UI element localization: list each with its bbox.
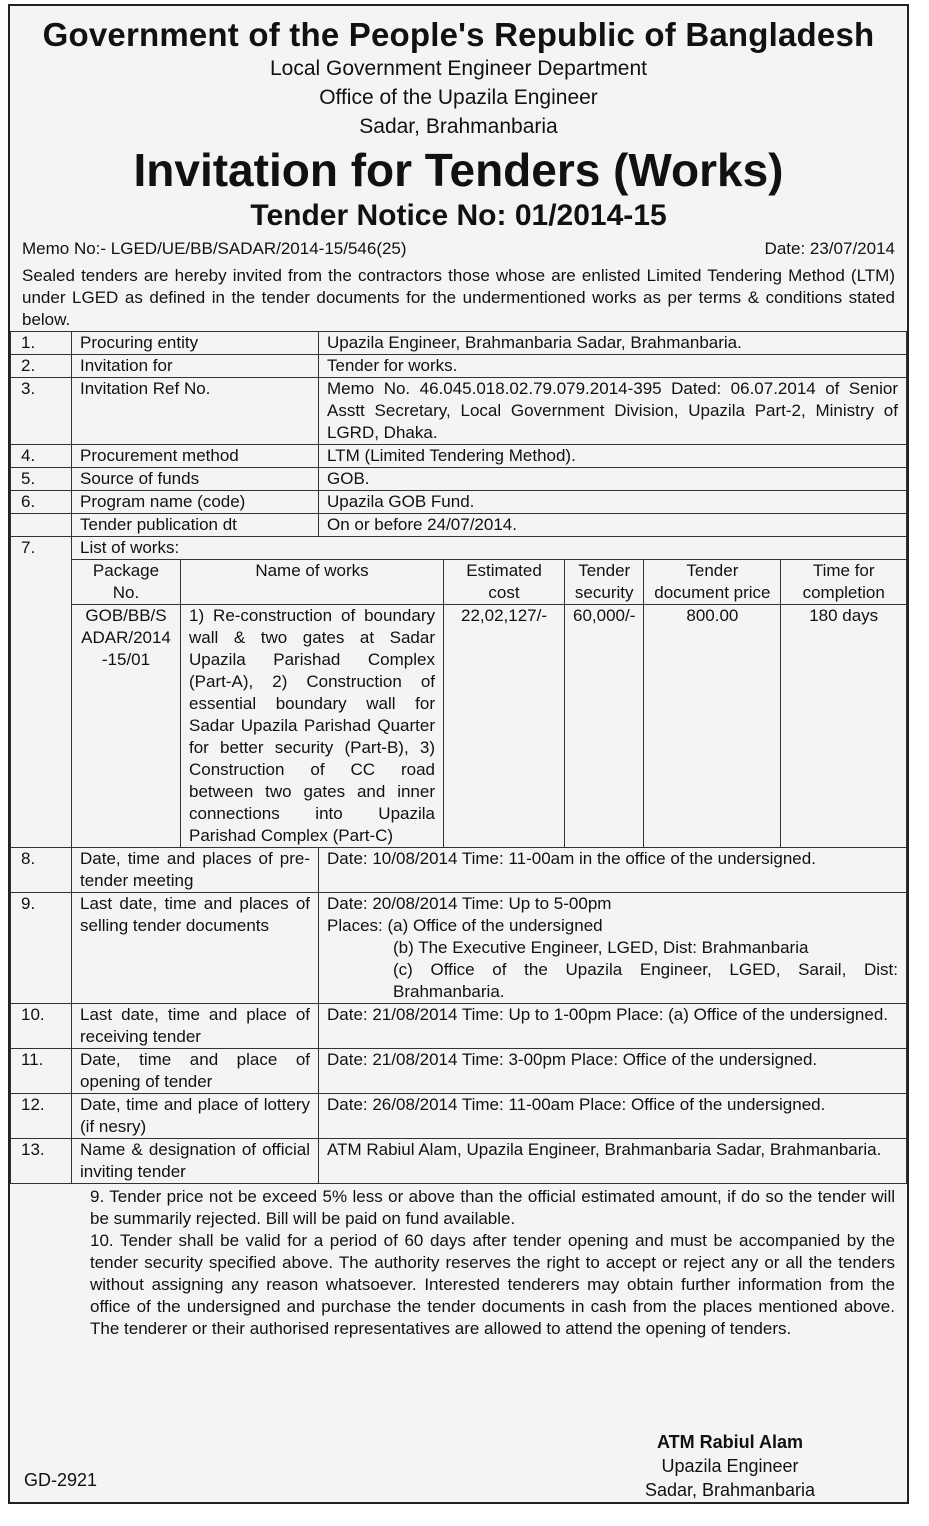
signature-block: [610, 1430, 850, 1502]
row-label: Tender publication dt: [72, 514, 319, 537]
row-number: 9.: [11, 893, 72, 1004]
row-value: Upazila Engineer, Brahmanbaria Sadar, Brahmanbaria.: [319, 332, 907, 355]
header-cost: Estimated cost: [444, 560, 565, 605]
memo-number: Memo No:- LGED/UE/BB/SADAR/2014-15/546(25): [22, 239, 407, 258]
row-number: 6.: [11, 491, 72, 514]
works-cell: [72, 537, 907, 848]
row-value: Memo No. 46.045.018.02.79.079.2014-395 Dated: 06.07.2014 of Senior Asstt Secretary, Local Government Division, Upazila Part-2, Ministry of LGRD, Dhaka.: [319, 378, 907, 445]
row-number: 4.: [11, 445, 72, 468]
memo-line: [10, 239, 907, 259]
row-label: Date, time and places of pre-tender meeting: [72, 848, 319, 893]
row-value: Date: 21/08/2014 Time: Up to 1-00pm Place: (a) Office of the undersigned.: [319, 1004, 907, 1049]
row-label: Last date, time and place of receiving tender: [72, 1004, 319, 1049]
table-row: [11, 1004, 907, 1049]
header-time: Time for completion: [781, 560, 906, 605]
notice-title: Invitation for Tenders (Works): [133, 144, 784, 196]
row-label: Invitation for: [72, 355, 319, 378]
works-label: List of works:: [80, 538, 180, 557]
selling-place-a: Places: (a) Office of the undersigned: [327, 916, 603, 935]
note-9: 9. Tender price not be exceed 5% less or above than the official estimated amount, if do so the tender will be summarily rejected. Bill will be paid on fund available.: [90, 1187, 895, 1228]
gd-code: GD-2921: [24, 1470, 98, 1490]
table-row: [11, 893, 907, 1004]
note-10: 10. Tender shall be valid for a period of 60 days after tender opening and must be accompanied by the tender security specified above. The authority reserves the right to accept or reject any or all the tenders without assigning any reason whatsoever. Interested tenderers may obtain further information from the office of the undersigned and purchase the tender documents in cash from the places mentioned above. The tenderer or their authorised representatives are allowed to attend the opening of tenders.: [90, 1231, 895, 1338]
tender-security: 60,000/-: [565, 605, 644, 848]
table-row: [11, 332, 907, 355]
table-row: [11, 848, 907, 893]
works-table: [72, 559, 906, 847]
header-name: Name of works: [181, 560, 444, 605]
row-number: 5.: [11, 468, 72, 491]
row-value: LTM (Limited Tendering Method).: [319, 445, 907, 468]
header-package: Package No.: [72, 560, 181, 605]
estimated-cost: 22,02,127/-: [444, 605, 565, 848]
row-number: 8.: [11, 848, 72, 893]
header-security: Tender security: [565, 560, 644, 605]
works-name: 1) Re-construction of boundary wall & two gates at Sadar Upazila Parishad Complex (Part-A), 2) Construction of essential boundary wall for Sadar Upazila Parishad Quarter for better security (Part-B), 3) Construction of CC road between two gates and inner connections into Upazila Parishad Complex (Part-C): [181, 605, 444, 848]
row-value: Date: 21/08/2014 Time: 3-00pm Place: Office of the undersigned.: [319, 1049, 907, 1094]
row-number: 11.: [11, 1049, 72, 1094]
header-price: Tender document price: [644, 560, 781, 605]
row-label: Procuring entity: [72, 332, 319, 355]
table-row: [11, 468, 907, 491]
row-label: Source of funds: [72, 468, 319, 491]
row-value: On or before 24/07/2014.: [319, 514, 907, 537]
tender-notice-number: Tender Notice No: 01/2014-15: [250, 199, 667, 232]
works-row: [11, 537, 907, 848]
works-item-row: [72, 605, 906, 848]
tender-details-table: [10, 331, 907, 1184]
row-value: Date: 26/08/2014 Time: 11-00am Place: Office of the undersigned.: [319, 1094, 907, 1139]
table-row: [11, 355, 907, 378]
table-row: [11, 378, 907, 445]
table-row: [11, 1094, 907, 1139]
row-value: Upazila GOB Fund.: [319, 491, 907, 514]
row-number: 12.: [11, 1094, 72, 1139]
department-name: Local Government Engineer Department: [269, 57, 648, 80]
row-number: 10.: [11, 1004, 72, 1049]
table-row: [11, 1049, 907, 1094]
row-label: Date, time and place of opening of tender: [72, 1049, 319, 1094]
row-number: 13.: [11, 1139, 72, 1184]
row-value: Tender for works.: [319, 355, 907, 378]
package-number: GOB/BB/SADAR/2014-15/01: [72, 605, 181, 848]
row-value: ATM Rabiul Alam, Upazila Engineer, Brahmanbaria Sadar, Brahmanbaria.: [319, 1139, 907, 1184]
row-label: Last date, time and places of selling tender documents: [72, 893, 319, 1004]
signatory-place: Sadar, Brahmanbaria: [644, 1480, 816, 1500]
signatory-title: Upazila Engineer: [661, 1456, 799, 1476]
document-price: 800.00: [644, 605, 781, 848]
completion-time: 180 days: [781, 605, 906, 848]
row-value: GOB.: [319, 468, 907, 491]
row-value: [319, 893, 907, 1004]
row-label: Program name (code): [72, 491, 319, 514]
row-label: Name & designation of official inviting tender: [72, 1139, 319, 1184]
row-number: 1.: [11, 332, 72, 355]
signatory-name: ATM Rabiul Alam: [656, 1432, 803, 1452]
table-row: [11, 1139, 907, 1184]
row-label: Invitation Ref No.: [72, 378, 319, 445]
intro-paragraph: Sealed tenders are hereby invited from the contractors those whose are enlisted Limited Tendering Method (LTM) under LGED as defined in the tender documents for the undermentioned works as per terms & conditions stated below.: [22, 266, 895, 329]
row-value: Date: 10/08/2014 Time: 11-00am in the office of the undersigned.: [319, 848, 907, 893]
row-number: 3.: [11, 378, 72, 445]
row-number: [11, 514, 72, 537]
selling-place-c: (c) Office of the Upazila Engineer, LGED, Sarail, Dist: Brahmanbaria.: [393, 960, 898, 1001]
office-name: Office of the Upazila Engineer: [319, 86, 598, 109]
row-label: Date, time and place of lottery (if nesry): [72, 1094, 319, 1139]
table-row: [11, 491, 907, 514]
row-number: 7.: [11, 537, 72, 848]
row-number: 2.: [11, 355, 72, 378]
selling-place-b: (b) The Executive Engineer, LGED, Dist: Brahmanbaria: [393, 938, 809, 957]
office-location: Sadar, Brahmanbaria: [359, 115, 558, 138]
table-row: [11, 445, 907, 468]
memo-date: Date: 23/07/2014: [764, 239, 895, 258]
tender-notice: [8, 4, 909, 1504]
works-header-row: [72, 560, 906, 605]
government-heading: Government of the People's Republic of Bangladesh: [42, 16, 875, 53]
row-label: Procurement method: [72, 445, 319, 468]
selling-date: Date: 20/08/2014 Time: Up to 5-00pm: [327, 894, 612, 913]
table-row: [11, 514, 907, 537]
